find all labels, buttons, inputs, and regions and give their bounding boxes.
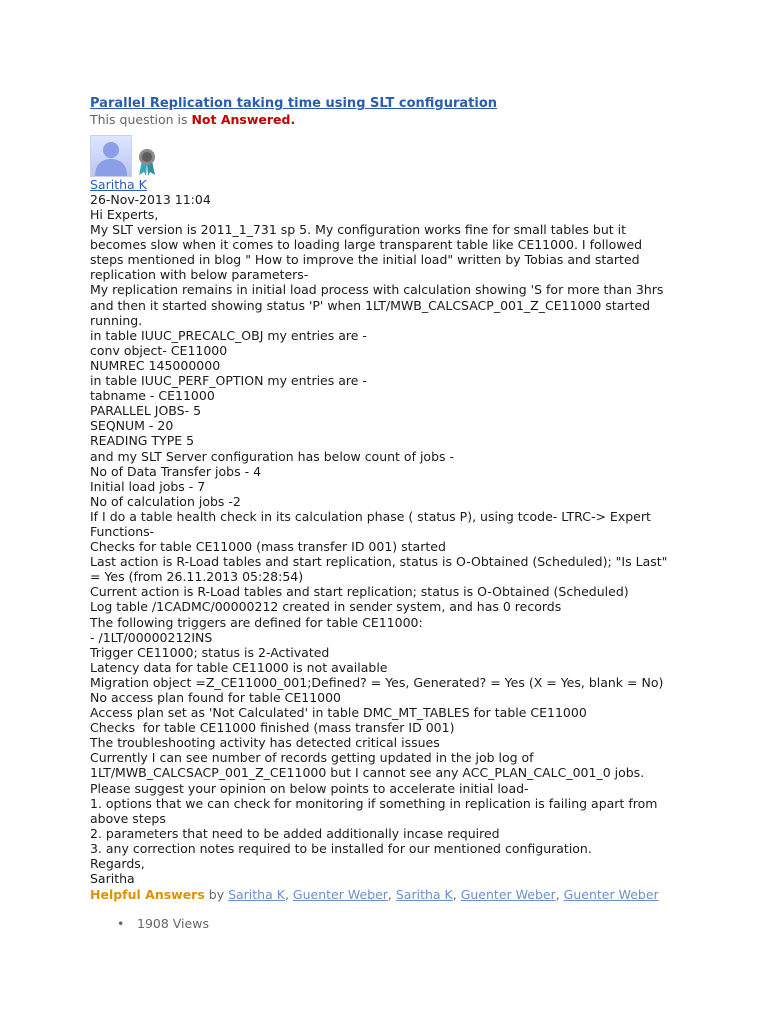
body-line: - /1LT/00000212INS: [90, 629, 213, 645]
helpful-user-link[interactable]: Guenter Weber: [460, 887, 556, 903]
body-line: Saritha: [90, 871, 135, 887]
body-line: PARALLEL JOBS- 5: [90, 403, 202, 419]
helpful-answers-label: Helpful Answers: [90, 887, 205, 903]
body-line: Access plan set as 'Not Calculated' in table DMC_MT_TABLES for table CE11000: [90, 705, 587, 721]
body-line: 1. options that we can check for monitoring if something in replication is failing apart from: [90, 795, 658, 811]
question-title-link[interactable]: Parallel Replication taking time using SLT configuration: [90, 96, 498, 111]
body-line: If I do a table health check in its calculation phase ( status P), using tcode- LTRC-> Expert: [90, 508, 651, 524]
author-avatar-row: [90, 131, 680, 177]
body-line: Regards,: [90, 856, 145, 872]
helpful-user-link[interactable]: Guenter Weber: [563, 887, 659, 903]
author-name-link[interactable]: Saritha K: [90, 177, 147, 192]
body-line: Checks for table CE11000 (mass transfer ID 001) started: [90, 539, 446, 555]
helpful-separator: ,: [387, 887, 396, 903]
body-line: in table IUUC_PERF_OPTION my entries are -: [90, 373, 367, 389]
status-value: Not Answered.: [191, 112, 296, 127]
body-line: Last action is R-Load tables and start replication, status is O-Obtained (Scheduled); "Is Last": [90, 554, 668, 570]
body-line: No of calculation jobs -2: [90, 493, 241, 509]
helpful-separator: ,: [284, 887, 293, 903]
question-body: [90, 207, 680, 886]
body-line: running.: [90, 312, 143, 328]
body-line: Please suggest your opinion on below points to accelerate initial load-: [90, 780, 529, 796]
question-status: [90, 112, 680, 127]
body-line: 3. any correction notes required to be installed for our mentioned configuration.: [90, 840, 592, 856]
body-line: Initial load jobs - 7: [90, 478, 206, 494]
views-count: • 1908 Views: [117, 916, 680, 932]
helpful-answers: [90, 887, 680, 903]
body-line: The troubleshooting activity has detected critical issues: [90, 735, 440, 751]
body-line: Current action is R-Load tables and start replication; status is O-Obtained (Scheduled): [90, 584, 629, 600]
body-line: 2. parameters that need to be added additionally incase required: [90, 825, 500, 841]
body-line: tabname - CE11000: [90, 388, 215, 404]
body-line: in table IUUC_PRECALC_OBJ my entries are -: [90, 327, 367, 343]
body-line: Log table /1CADMC/00000212 created in sender system, and has 0 records: [90, 599, 562, 615]
body-line: and my SLT Server configuration has below count of jobs -: [90, 448, 455, 464]
body-line: SEQNUM - 20: [90, 418, 174, 434]
body-line: 1LT/MWB_CALCSACP_001_Z_CE11000 but I cannot see any ACC_PLAN_CALC_001_0 jobs.: [90, 765, 645, 781]
helpful-separator: ,: [452, 887, 461, 903]
body-line: Hi Experts,: [90, 207, 159, 222]
body-line: = Yes (from 26.11.2013 05:28:54): [90, 569, 304, 585]
helpful-user-link[interactable]: Saritha K: [228, 887, 285, 903]
helpful-separator: ,: [555, 887, 564, 903]
body-line: READING TYPE 5: [90, 433, 195, 449]
body-line: My replication remains in initial load process with calculation showing 'S for more than 3hrs: [90, 282, 664, 298]
body-line: Migration object =Z_CE11000_001;Defined? = Yes, Generated? = Yes (X = Yes, blank = No): [90, 674, 664, 690]
body-line: No access plan found for table CE11000: [90, 690, 342, 705]
body-line: above steps: [90, 810, 166, 826]
body-line: Currently I can see number of records getting updated in the job log of: [90, 750, 534, 766]
body-line: conv object- CE11000: [90, 342, 228, 358]
helpful-users-list: [228, 887, 659, 902]
body-line: becomes slow when it comes to loading large transparent table like CE11000. I followed: [90, 237, 643, 253]
award-ribbon-icon: [136, 147, 158, 177]
status-prefix: This question is: [90, 112, 192, 127]
body-line: The following triggers are defined for table CE11000:: [90, 614, 423, 630]
helpful-user-link[interactable]: Guenter Weber: [292, 887, 388, 903]
body-line: No of Data Transfer jobs - 4: [90, 463, 262, 479]
body-line: and then it started showing status 'P' when 1LT/MWB_CALCSACP_001_Z_CE11000 started: [90, 297, 651, 313]
body-line: steps mentioned in blog " How to improve the initial load" written by Tobias and started: [90, 252, 640, 268]
body-line: NUMREC 145000000: [90, 357, 221, 373]
body-line: Functions-: [90, 523, 155, 539]
user-avatar-icon[interactable]: [90, 135, 132, 177]
body-line: Trigger CE11000; status is 2-Activated: [90, 644, 330, 660]
post-date: 26-Nov-2013 11:04: [90, 192, 211, 207]
question-stats: [90, 916, 680, 932]
question-page: [90, 96, 680, 932]
helpful-user-link[interactable]: Saritha K: [395, 887, 453, 903]
helpful-by-text: by: [204, 887, 229, 903]
body-line: Latency data for table CE11000 is not available: [90, 659, 388, 675]
body-line: Checks for table CE11000 finished (mass transfer ID 001): [90, 720, 455, 736]
body-line: replication with below parameters-: [90, 267, 309, 283]
body-line: My SLT version is 2011_1_731 sp 5. My configuration works fine for small tables but it: [90, 222, 626, 238]
